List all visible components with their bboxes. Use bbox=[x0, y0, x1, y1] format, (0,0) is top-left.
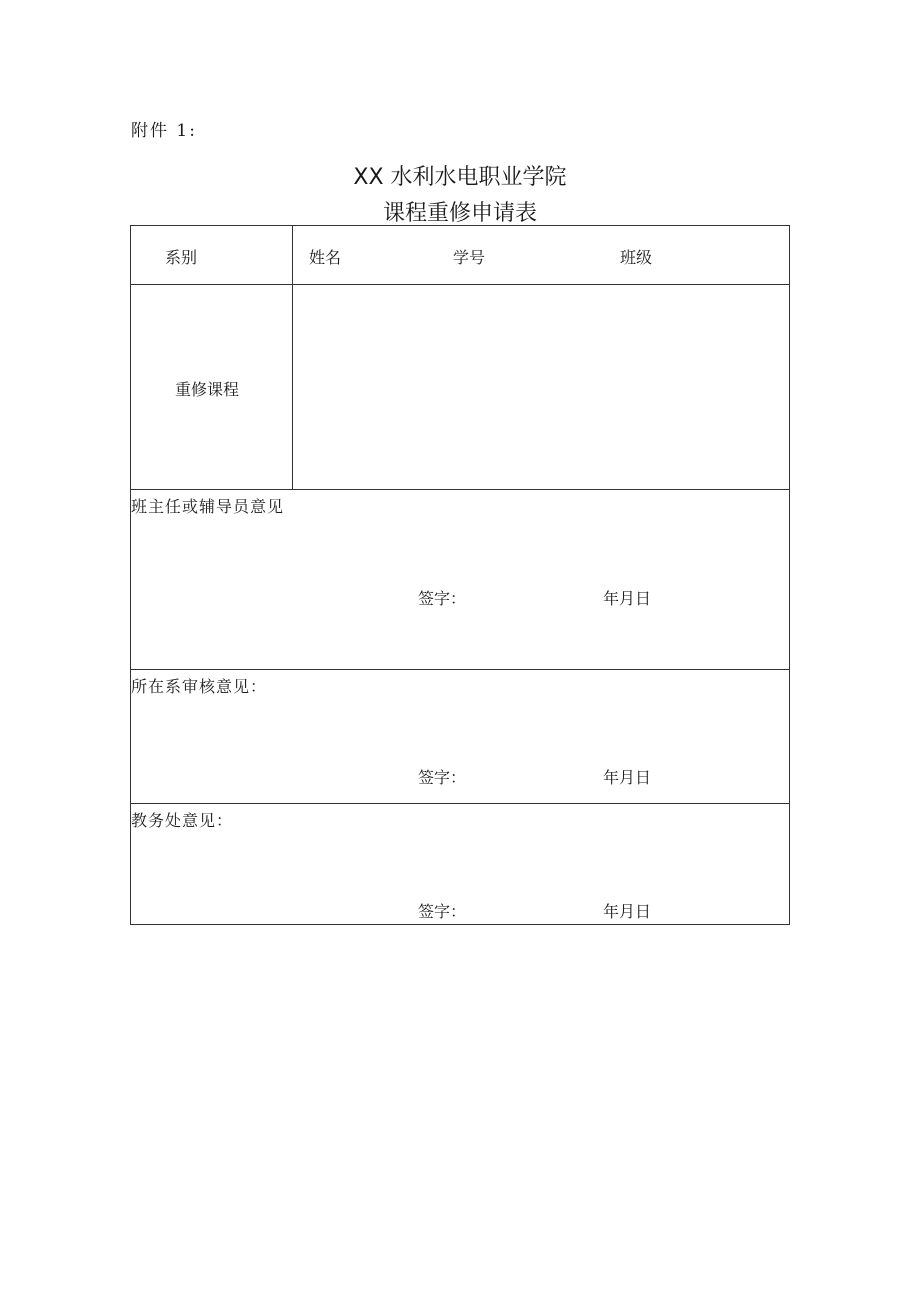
institution-title: XX 水利水电职业学院 bbox=[353, 165, 567, 190]
student-info-row bbox=[131, 226, 789, 285]
advisor-date-label: 年月日 bbox=[603, 589, 652, 608]
advisor-opinion-label: 班主任或辅导员意见 bbox=[131, 497, 285, 516]
advisor-opinion-row bbox=[131, 490, 789, 670]
column-divider bbox=[292, 226, 293, 284]
application-form-table bbox=[130, 225, 790, 925]
retake-course-row bbox=[131, 285, 789, 490]
academic-affairs-date-label: 年月日 bbox=[603, 902, 652, 921]
department-label: 系别 bbox=[165, 248, 198, 267]
class-label: 班级 bbox=[620, 248, 653, 267]
academic-affairs-signature-label: 签字： bbox=[418, 902, 467, 921]
student-id-label: 学号 bbox=[453, 248, 486, 267]
department-review-label: 所在系审核意见： bbox=[131, 677, 268, 696]
column-divider bbox=[292, 285, 293, 489]
attachment-label: 附件 1: bbox=[131, 121, 197, 141]
academic-affairs-row bbox=[131, 804, 789, 925]
form-title: 课程重修申请表 bbox=[382, 201, 537, 226]
retake-course-label: 重修课程 bbox=[175, 380, 240, 399]
department-date-label: 年月日 bbox=[603, 768, 652, 787]
name-label: 姓名 bbox=[309, 248, 342, 267]
department-signature-label: 签字： bbox=[418, 768, 467, 787]
advisor-signature-label: 签字： bbox=[418, 589, 467, 608]
academic-affairs-label: 教务处意见： bbox=[131, 811, 234, 830]
department-review-row bbox=[131, 670, 789, 804]
